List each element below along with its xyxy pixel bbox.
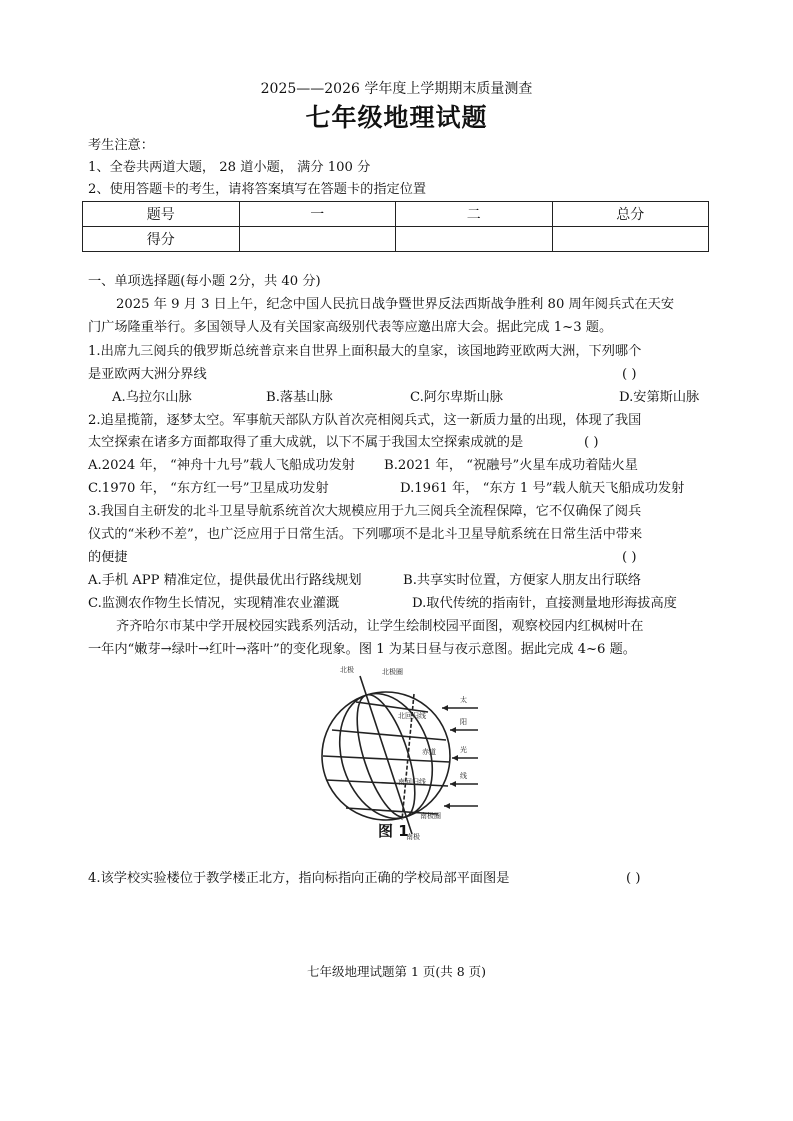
label-south-pole: 南极 <box>406 833 420 841</box>
score-table-score-row <box>83 227 709 252</box>
passage-line: 一年内“嫩芽→绿叶→红叶→落叶”的变化现象。图 1 为某日昼与夜示意图。据此完成 4~6 题。 <box>88 642 636 657</box>
option-a: A.手机 APP 精准定位，提供最优出行路线规划 <box>88 573 362 588</box>
question-3-stem: 仪式的“米秒不差”，也广泛应用于日常生活。下列哪项不是北斗卫星导航系统在日常生活中带来 <box>88 527 643 542</box>
score-table-cell: 题号 <box>83 202 240 227</box>
option-d: D.1961 年， “东方 1 号”载人航天飞船成功发射 <box>400 481 685 496</box>
question-1-stem: 是亚欧两大洲分界线 <box>88 367 207 382</box>
score-table-cell: 总分 <box>552 202 709 227</box>
answer-paren: ( ) <box>626 871 641 886</box>
score-blank-cell <box>239 227 396 252</box>
option-b: B.2021 年， “祝融号”火星车成功着陆火星 <box>384 458 638 473</box>
score-blank-cell <box>396 227 553 252</box>
option-c: C.监测农作物生长情况，实现精准农业灌溉 <box>88 596 340 611</box>
option-b: B.共享实时位置，方便家人朋友出行联络 <box>403 573 642 588</box>
option-d: D.取代传统的指南针，直接测量地形海拔高度 <box>412 596 677 611</box>
score-table-header-row <box>83 202 709 227</box>
score-table <box>82 201 709 252</box>
question-4-stem: 4.该学校实验楼位于教学楼正北方，指向标指向正确的学校局部平面图是 <box>88 871 510 886</box>
label-sun-3: 光 <box>460 746 467 754</box>
intro-line: 2025 年 9 月 3 日上午，纪念中国人民抗日战争暨世界反法西斯战争胜利 80 周年阅兵式在天安 <box>116 297 675 312</box>
answer-paren: ( ) <box>622 550 637 565</box>
figure-caption: 图 1 <box>378 822 409 840</box>
passage-line: 齐齐哈尔市某中学开展校园实践系列活动，让学生绘制校园平面图，观察校园内红枫树叶在 <box>116 619 644 634</box>
label-south-tropic: 南回归线 <box>398 778 426 786</box>
notice-heading: 考生注意： <box>88 138 154 153</box>
page-footer: 七年级地理试题第 1 页(共 8 页) <box>306 964 487 979</box>
answer-paren: ( ) <box>584 435 599 450</box>
option-c: C.1970 年， “东方红一号”卫星成功发射 <box>88 481 329 496</box>
label-sun-4: 线 <box>460 772 467 780</box>
option-c: C.阿尔卑斯山脉 <box>410 390 503 405</box>
question-2-stem: 2.追星揽箭，逐梦太空。军事航天部队方队首次亮相阅兵式，这一新质力量的出现，体现了我国 <box>88 413 642 428</box>
question-2-stem: 太空探索在诸多方面都取得了重大成就，以下不属于我国太空探索成就的是 <box>88 435 524 450</box>
question-3-stem: 3.我国自主研发的北斗卫星导航系统首次大规模应用于九三阅兵全流程保障，它不仅确保了阅兵 <box>88 504 642 519</box>
label-north-tropic: 北回归线 <box>398 712 426 720</box>
notice-item-1: 1、全卷共两道大题， 28 道小题， 满分 100 分 <box>88 160 371 175</box>
label-sun-2: 阳 <box>460 718 467 726</box>
label-arctic-circle: 北极圈 <box>382 668 403 676</box>
option-a: A.乌拉尔山脉 <box>112 390 192 405</box>
exam-subtitle: 2025——2026 学年度上学期期末质量测查 <box>260 81 533 97</box>
question-3-stem: 的便捷 <box>88 550 128 565</box>
question-1-stem: 1.出席九三阅兵的俄罗斯总统普京来自世界上面积最大的皇家，该国地跨亚欧两大洲，下列哪个 <box>88 344 642 359</box>
option-d: D.安第斯山脉 <box>619 390 700 405</box>
intro-line: 门广场隆重举行。多国领导人及有关国家高级别代表等应邀出席大会。据此完成 1~3 题。 <box>88 320 613 335</box>
score-table-cell: 二 <box>396 202 553 227</box>
label-north-pole: 北极 <box>340 666 354 674</box>
day-night-globe-figure <box>310 658 495 843</box>
label-antarctic-circle: 南极圈 <box>420 812 441 820</box>
label-sun-1: 太 <box>460 696 467 704</box>
exam-title: 七年级地理试题 <box>305 103 488 132</box>
answer-paren: ( ) <box>622 367 637 382</box>
score-blank-cell <box>552 227 709 252</box>
section-heading: 一、单项选择题(每小题 2分，共 40 分) <box>88 274 321 289</box>
score-table-cell: 得分 <box>83 227 240 252</box>
option-b: B.落基山脉 <box>266 390 333 405</box>
score-table-cell: 一 <box>239 202 396 227</box>
label-equator: 赤道 <box>422 748 436 756</box>
notice-item-2: 2、使用答题卡的考生，请将答案填写在答题卡的指定位置 <box>88 182 427 197</box>
option-a: A.2024 年， “神舟十九号”载人飞船成功发射 <box>88 458 355 473</box>
